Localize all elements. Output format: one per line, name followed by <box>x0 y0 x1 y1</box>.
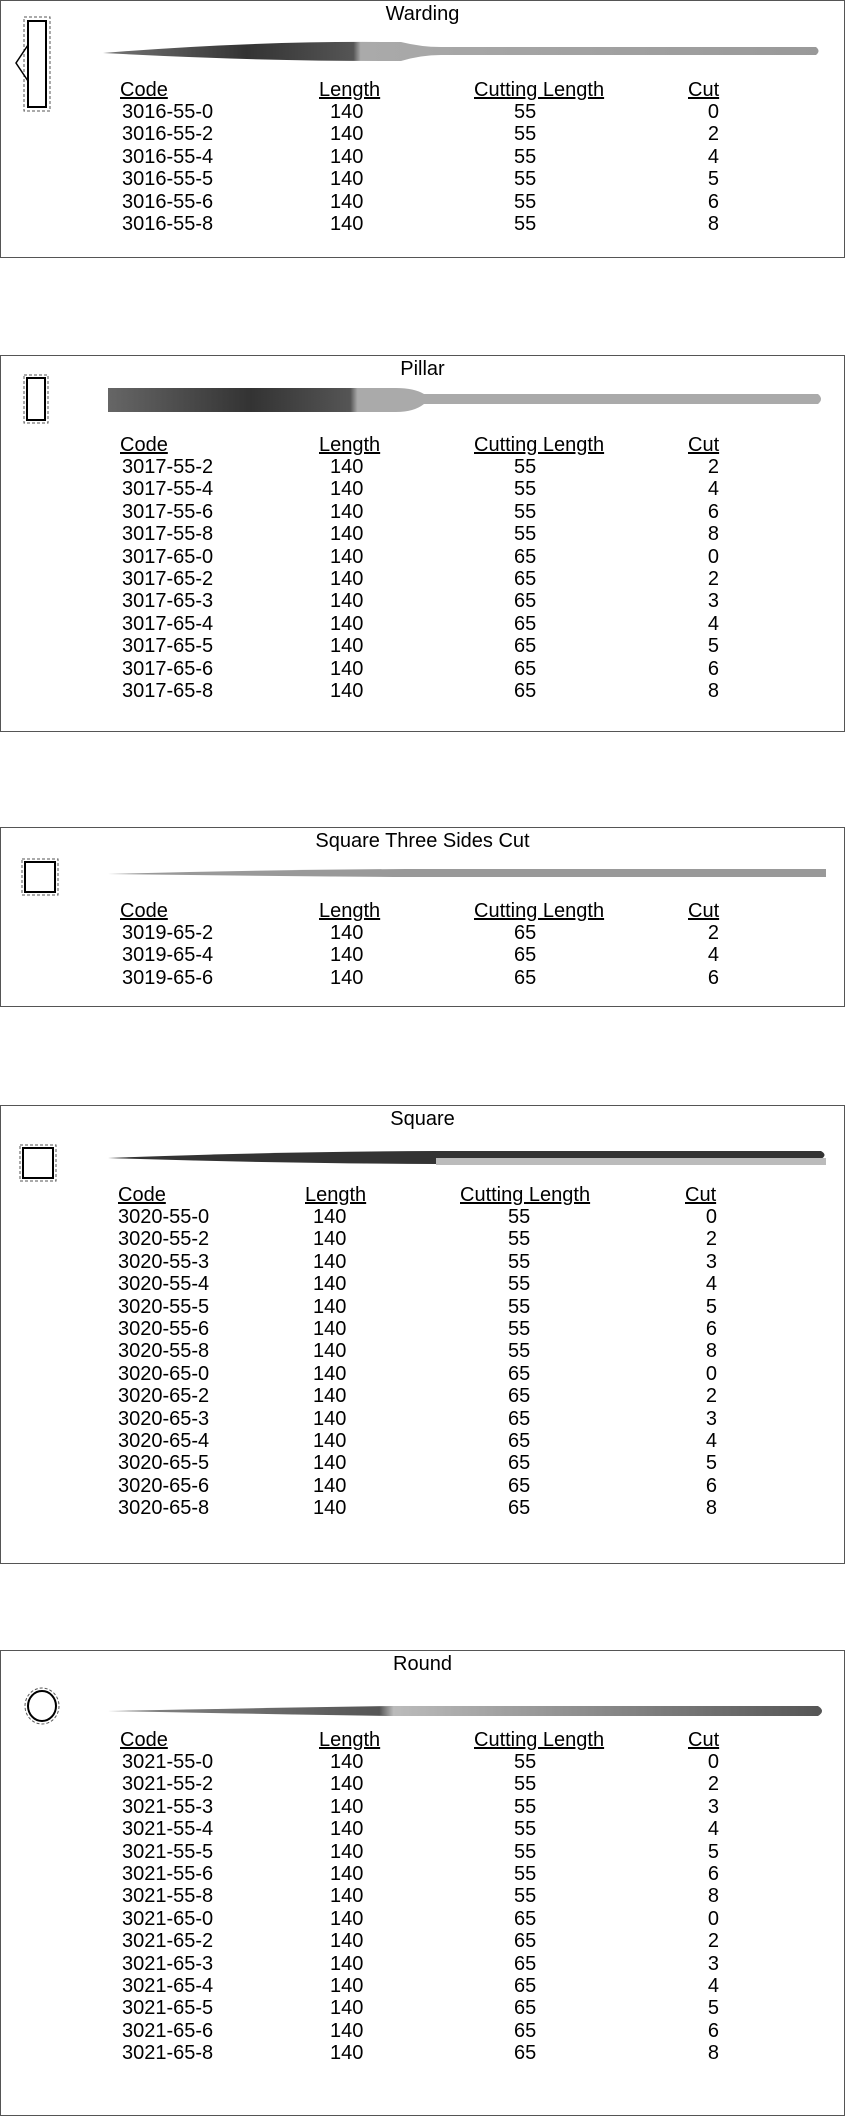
cell-length: 140 <box>330 590 364 613</box>
section-title: Pillar <box>400 358 445 380</box>
header-cutting-length: Cutting Length <box>474 1729 605 1751</box>
cell-code: 3021-65-2 <box>122 1930 214 1953</box>
cell-cut: 6 <box>707 657 719 680</box>
cell-cutting-length: 55 <box>514 456 537 478</box>
header-cutting-length: Cutting Length <box>460 1184 591 1206</box>
cell-cut: 2 <box>707 1930 719 1953</box>
cell-length: 140 <box>330 101 364 123</box>
cell-cut: 8 <box>707 680 719 702</box>
cell-cutting-length: 65 <box>508 1430 531 1452</box>
cell-cut: 5 <box>707 168 719 191</box>
cell-cutting-length: 65 <box>508 1474 531 1497</box>
cell-cutting-length: 65 <box>508 1362 531 1385</box>
cell-code: 3017-65-6 <box>122 657 214 680</box>
cell-cutting-length: 65 <box>514 1997 537 2020</box>
cell-cutting-length: 55 <box>514 478 537 501</box>
cell-cutting-length: 55 <box>514 168 537 191</box>
cell-cut: 4 <box>707 1818 719 1841</box>
cell-cut: 5 <box>707 1840 719 1863</box>
cell-cutting-length: 55 <box>514 500 537 523</box>
cell-cutting-length: 55 <box>514 1773 537 1796</box>
cell-code: 3017-65-0 <box>122 545 214 568</box>
cell-length: 140 <box>330 1930 364 1953</box>
cell-cut: 6 <box>707 966 719 989</box>
cell-cutting-length: 55 <box>508 1295 531 1318</box>
cell-length: 140 <box>313 1318 347 1340</box>
cell-code: 3017-65-8 <box>122 680 214 702</box>
cell-code: 3017-55-8 <box>122 523 214 546</box>
cell-length: 140 <box>330 1952 364 1975</box>
cell-length: 140 <box>330 1885 364 1908</box>
cell-length: 140 <box>313 1273 347 1296</box>
cell-length: 140 <box>330 478 364 501</box>
cell-code: 3021-55-5 <box>122 1840 214 1863</box>
cell-code: 3021-55-4 <box>122 1818 214 1841</box>
round-file-image <box>106 1703 826 1719</box>
section-warding <box>0 0 845 258</box>
cell-cutting-length: 55 <box>508 1206 531 1228</box>
cell-cut: 8 <box>707 1885 719 1908</box>
cell-length: 140 <box>330 944 364 967</box>
cell-cut: 3 <box>707 1952 719 1975</box>
header-cut: Cut <box>685 1184 717 1206</box>
cell-cut: 2 <box>705 1228 717 1251</box>
cell-length: 140 <box>313 1497 347 1520</box>
cell-cut: 5 <box>707 1997 719 2020</box>
cell-length: 140 <box>330 500 364 523</box>
cell-length: 140 <box>330 657 364 680</box>
cell-cut: 6 <box>705 1318 717 1340</box>
cell-cutting-length: 65 <box>514 2019 537 2042</box>
cell-cut: 4 <box>705 1273 717 1296</box>
cell-code: 3021-65-6 <box>122 2019 214 2042</box>
cell-cutting-length: 65 <box>514 590 537 613</box>
header-code: Code <box>120 434 168 456</box>
cell-cut: 2 <box>707 456 719 478</box>
header-length: Length <box>319 434 381 456</box>
header-code: Code <box>120 900 168 922</box>
cell-cut: 0 <box>705 1206 717 1228</box>
cell-cut: 4 <box>707 944 719 967</box>
cell-length: 140 <box>330 1795 364 1818</box>
cell-cut: 3 <box>705 1407 717 1430</box>
cell-length: 140 <box>330 123 364 146</box>
cell-cutting-length: 65 <box>514 635 537 658</box>
cell-cutting-length: 65 <box>514 2042 537 2065</box>
cell-length: 140 <box>330 456 364 478</box>
header-length: Length <box>319 900 381 922</box>
cell-cutting-length: 55 <box>508 1228 531 1251</box>
cell-code: 3017-55-4 <box>122 478 214 501</box>
cell-code: 3016-55-2 <box>122 123 214 146</box>
cell-code: 3020-55-8 <box>118 1340 210 1363</box>
cell-length: 140 <box>330 612 364 635</box>
cell-length: 140 <box>330 1840 364 1863</box>
header-cut: Cut <box>688 79 720 101</box>
cell-cut: 5 <box>707 635 719 658</box>
cell-cut: 0 <box>705 1362 717 1385</box>
section-title: Warding <box>385 3 460 25</box>
header-code: Code <box>120 1729 168 1751</box>
cell-cutting-length: 65 <box>514 966 537 989</box>
cell-code: 3016-55-0 <box>122 101 214 123</box>
cell-length: 140 <box>330 2019 364 2042</box>
cell-length: 140 <box>330 1863 364 1885</box>
cell-cutting-length: 55 <box>514 1751 537 1773</box>
cell-cutting-length: 65 <box>514 1907 537 1930</box>
cell-cut: 4 <box>707 612 719 635</box>
cell-length: 140 <box>330 1907 364 1930</box>
cell-cutting-length: 65 <box>514 657 537 680</box>
cell-code: 3016-55-5 <box>122 168 214 191</box>
cell-cut: 2 <box>705 1385 717 1408</box>
warding-file-image <box>101 39 821 63</box>
cell-code: 3020-65-8 <box>118 1497 210 1520</box>
cell-length: 140 <box>330 190 364 213</box>
header-cutting-length: Cutting Length <box>474 79 605 101</box>
cell-code: 3021-55-8 <box>122 1885 214 1908</box>
cell-cut: 5 <box>705 1452 717 1475</box>
cell-cut: 3 <box>705 1250 717 1273</box>
cell-cut: 4 <box>707 1975 719 1997</box>
header-cut: Cut <box>688 900 720 922</box>
cell-length: 140 <box>330 1975 364 1997</box>
cell-cut: 2 <box>707 568 719 590</box>
cell-cutting-length: 55 <box>514 1885 537 1908</box>
cell-length: 140 <box>330 168 364 191</box>
cell-length: 140 <box>313 1452 347 1475</box>
cell-length: 140 <box>330 922 364 944</box>
cell-cutting-length: 65 <box>514 568 537 590</box>
cell-code: 3016-55-4 <box>122 145 214 168</box>
cell-cutting-length: 55 <box>514 213 537 235</box>
cell-code: 3020-55-6 <box>118 1318 210 1340</box>
cell-length: 140 <box>330 1751 364 1773</box>
cell-code: 3020-55-0 <box>118 1206 210 1228</box>
cell-length: 140 <box>313 1206 347 1228</box>
cell-cutting-length: 55 <box>514 1818 537 1841</box>
cell-code: 3019-65-6 <box>122 966 214 989</box>
cell-cut: 8 <box>705 1497 717 1520</box>
cell-cut: 6 <box>707 500 719 523</box>
cell-length: 140 <box>330 145 364 168</box>
cell-cut: 2 <box>707 1773 719 1796</box>
cell-code: 3017-65-2 <box>122 568 214 590</box>
cell-code: 3021-65-0 <box>122 1907 214 1930</box>
round-profile-icon <box>23 1686 61 1726</box>
cell-length: 140 <box>313 1340 347 1363</box>
cell-length: 140 <box>330 680 364 702</box>
cell-cutting-length: 65 <box>514 944 537 967</box>
cell-cutting-length: 65 <box>508 1407 531 1430</box>
cell-length: 140 <box>330 545 364 568</box>
header-length: Length <box>305 1184 367 1206</box>
cell-code: 3020-65-2 <box>118 1385 210 1408</box>
cell-length: 140 <box>313 1295 347 1318</box>
cell-code: 3021-55-6 <box>122 1863 214 1885</box>
cell-code: 3020-65-5 <box>118 1452 210 1475</box>
cell-length: 140 <box>313 1362 347 1385</box>
cell-length: 140 <box>313 1430 347 1452</box>
cell-code: 3020-65-0 <box>118 1362 210 1385</box>
cell-code: 3020-55-3 <box>118 1250 210 1273</box>
section-title: Round <box>393 1653 452 1675</box>
square-profile-icon <box>21 858 61 898</box>
cell-code: 3020-65-4 <box>118 1430 210 1452</box>
cell-cutting-length: 65 <box>508 1385 531 1408</box>
cell-code: 3021-65-4 <box>122 1975 214 1997</box>
cell-cut: 6 <box>707 190 719 213</box>
cell-cutting-length: 65 <box>508 1452 531 1475</box>
header-cutting-length: Cutting Length <box>474 900 605 922</box>
cell-cutting-length: 55 <box>508 1250 531 1273</box>
square-file-image <box>106 1148 826 1168</box>
cell-cutting-length: 65 <box>514 680 537 702</box>
header-length: Length <box>319 79 381 101</box>
cell-cut: 4 <box>707 478 719 501</box>
cell-cut: 3 <box>707 1795 719 1818</box>
cell-cut: 8 <box>705 1340 717 1363</box>
cell-code: 3021-55-3 <box>122 1795 214 1818</box>
cell-code: 3016-55-8 <box>122 213 214 235</box>
square-profile-icon <box>19 1144 59 1184</box>
cell-code: 3021-55-0 <box>122 1751 214 1773</box>
cell-code: 3020-55-2 <box>118 1228 210 1251</box>
cell-cutting-length: 65 <box>514 922 537 944</box>
square-three-sides-cut-file-image <box>106 866 826 880</box>
cell-cut: 0 <box>707 1907 719 1930</box>
cell-length: 140 <box>330 1773 364 1796</box>
cell-cut: 4 <box>705 1430 717 1452</box>
cell-cut: 2 <box>707 922 719 944</box>
cell-length: 140 <box>330 213 364 235</box>
cell-cut: 2 <box>707 123 719 146</box>
header-code: Code <box>120 79 168 101</box>
cell-cutting-length: 65 <box>514 1975 537 1997</box>
cell-cutting-length: 55 <box>514 101 537 123</box>
cell-cutting-length: 55 <box>508 1318 531 1340</box>
cell-cutting-length: 55 <box>514 123 537 146</box>
cell-cut: 6 <box>705 1474 717 1497</box>
cell-code: 3019-65-4 <box>122 944 214 967</box>
cell-cutting-length: 55 <box>514 145 537 168</box>
cell-code: 3021-65-8 <box>122 2042 214 2065</box>
cell-length: 140 <box>330 1818 364 1841</box>
cell-code: 3017-65-4 <box>122 612 214 635</box>
cell-length: 140 <box>330 966 364 989</box>
cell-cutting-length: 65 <box>508 1497 531 1520</box>
cell-cutting-length: 55 <box>508 1273 531 1296</box>
header-cut: Cut <box>688 434 720 456</box>
cell-cutting-length: 55 <box>514 190 537 213</box>
section-square-three-sides-cut <box>0 827 845 1007</box>
cell-code: 3017-65-3 <box>122 590 214 613</box>
cell-code: 3021-55-2 <box>122 1773 214 1796</box>
section-title: Square Three Sides Cut <box>315 830 530 852</box>
cell-cut: 0 <box>707 545 719 568</box>
cell-cut: 6 <box>707 1863 719 1885</box>
cell-cut: 4 <box>707 145 719 168</box>
cell-cut: 8 <box>707 523 719 546</box>
cell-length: 140 <box>313 1250 347 1273</box>
cell-length: 140 <box>313 1385 347 1408</box>
cell-length: 140 <box>330 568 364 590</box>
pillar-profile-icon <box>23 374 53 426</box>
cell-length: 140 <box>313 1474 347 1497</box>
section-round <box>0 1650 845 2116</box>
cell-code: 3019-65-2 <box>122 922 214 944</box>
cell-code: 3017-55-6 <box>122 500 214 523</box>
cell-length: 140 <box>313 1407 347 1430</box>
cell-code: 3020-55-4 <box>118 1273 210 1296</box>
cell-cutting-length: 55 <box>514 523 537 546</box>
cell-cutting-length: 55 <box>514 1795 537 1818</box>
cell-cutting-length: 65 <box>514 1930 537 1953</box>
header-cut: Cut <box>688 1729 720 1751</box>
cell-cut: 8 <box>707 213 719 235</box>
cell-cutting-length: 65 <box>514 612 537 635</box>
pillar-file-image <box>106 386 826 414</box>
cell-cut: 6 <box>707 2019 719 2042</box>
cell-code: 3017-65-5 <box>122 635 214 658</box>
cell-cutting-length: 55 <box>508 1340 531 1363</box>
cell-code: 3021-65-5 <box>122 1997 214 2020</box>
header-length: Length <box>319 1729 381 1751</box>
cell-code: 3020-65-6 <box>118 1474 210 1497</box>
header-cutting-length: Cutting Length <box>474 434 605 456</box>
cell-cut: 5 <box>705 1295 717 1318</box>
cell-length: 140 <box>330 523 364 546</box>
cell-cutting-length: 65 <box>514 545 537 568</box>
section-square <box>0 1105 845 1564</box>
cell-code: 3020-65-3 <box>118 1407 210 1430</box>
warding-profile-icon <box>13 15 53 115</box>
cell-length: 140 <box>330 2042 364 2065</box>
cell-cut: 3 <box>707 590 719 613</box>
cell-code: 3021-65-3 <box>122 1952 214 1975</box>
cell-cutting-length: 65 <box>514 1952 537 1975</box>
cell-cutting-length: 55 <box>514 1863 537 1885</box>
cell-cut: 0 <box>707 1751 719 1773</box>
cell-length: 140 <box>330 635 364 658</box>
cell-length: 140 <box>330 1997 364 2020</box>
cell-cutting-length: 55 <box>514 1840 537 1863</box>
cell-cut: 8 <box>707 2042 719 2065</box>
cell-cut: 0 <box>707 101 719 123</box>
cell-code: 3020-55-5 <box>118 1295 210 1318</box>
section-pillar <box>0 355 845 732</box>
section-title: Square <box>390 1108 455 1130</box>
header-code: Code <box>118 1184 166 1206</box>
cell-length: 140 <box>313 1228 347 1251</box>
cell-code: 3016-55-6 <box>122 190 214 213</box>
cell-code: 3017-55-2 <box>122 456 214 478</box>
